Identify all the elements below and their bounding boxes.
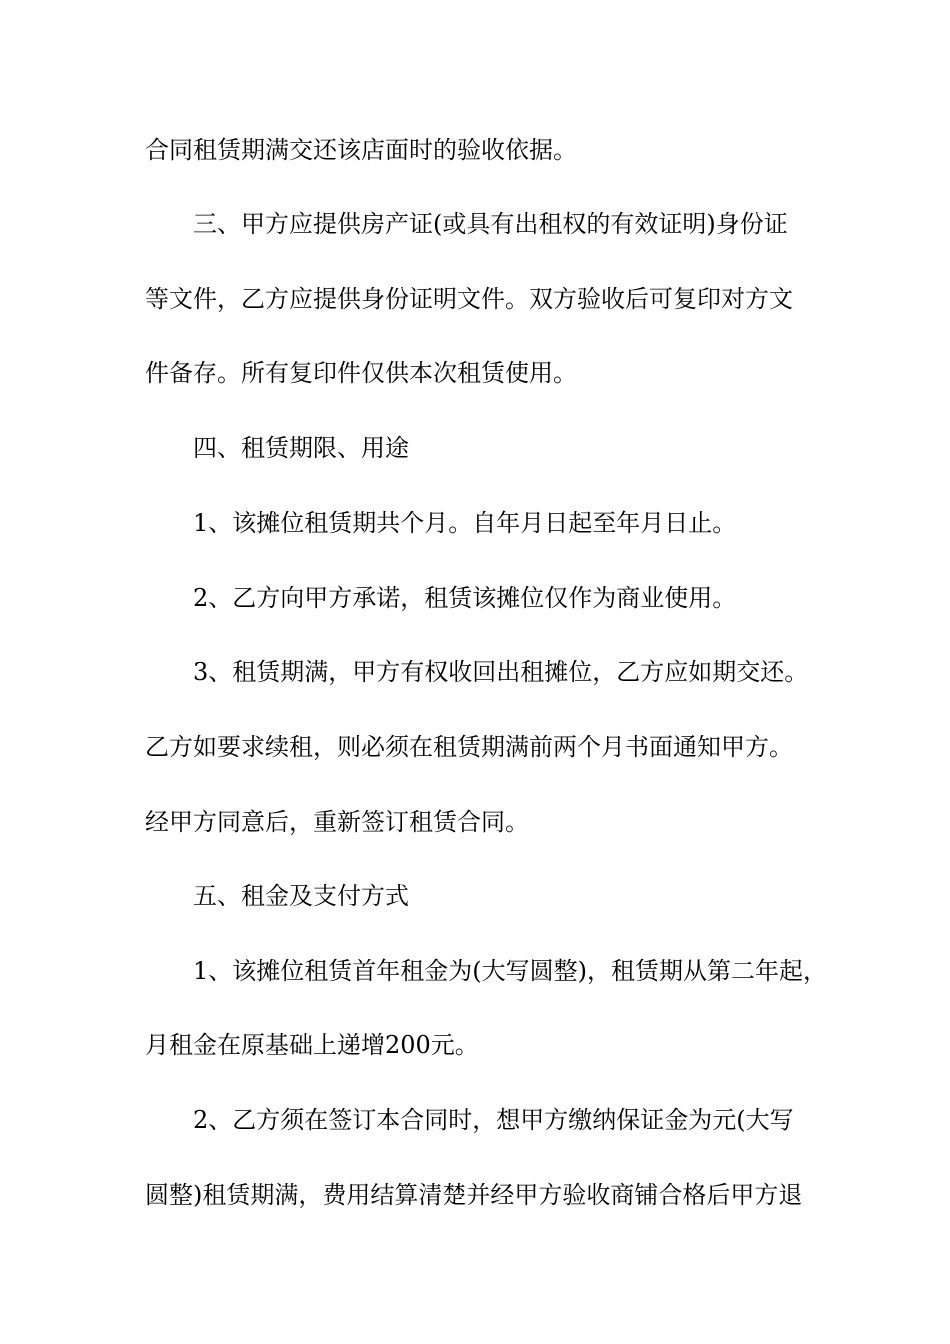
text-line: 圆整)租赁期满，费用结算清楚并经甲方验收商铺合格后甲方退 — [145, 1181, 803, 1209]
section-four-heading: 四、租赁期限、用途 — [193, 434, 409, 462]
text-line: 月租金在原基础上递增200元。 — [145, 1031, 479, 1059]
clause-4-2: 2、乙方向甲方承诺，租赁该摊位仅作为商业使用。 — [193, 584, 737, 612]
clause-4-3: 3、租赁期满，甲方有权收回出租摊位，乙方应如期交还。 — [193, 658, 809, 686]
clause-5-2: 2、乙方须在签订本合同时，想甲方缴纳保证金为元(大写 — [193, 1106, 794, 1134]
section-five-heading: 五、租金及支付方式 — [193, 882, 409, 910]
text-line: 件备存。所有复印件仅供本次租赁使用。 — [145, 359, 577, 387]
text-line: 等文件，乙方应提供身份证明文件。双方验收后可复印对方文 — [145, 285, 793, 313]
clause-5-1: 1、该摊位租赁首年租金为(大写圆整)，租赁期从第二年起， — [193, 957, 827, 985]
clause-4-1: 1、该摊位租赁期共个月。自年月日起至年月日止。 — [193, 509, 737, 537]
text-line: 经甲方同意后，重新签订租赁合同。 — [145, 808, 529, 836]
text-line: 乙方如要求续租，则必须在租赁期满前两个月书面通知甲方。 — [145, 733, 793, 761]
text-line: 合同租赁期满交还该店面时的验收依据。 — [145, 136, 577, 164]
section-three-paragraph: 三、甲方应提供房产证(或具有出租权的有效证明)身份证 — [193, 210, 788, 238]
